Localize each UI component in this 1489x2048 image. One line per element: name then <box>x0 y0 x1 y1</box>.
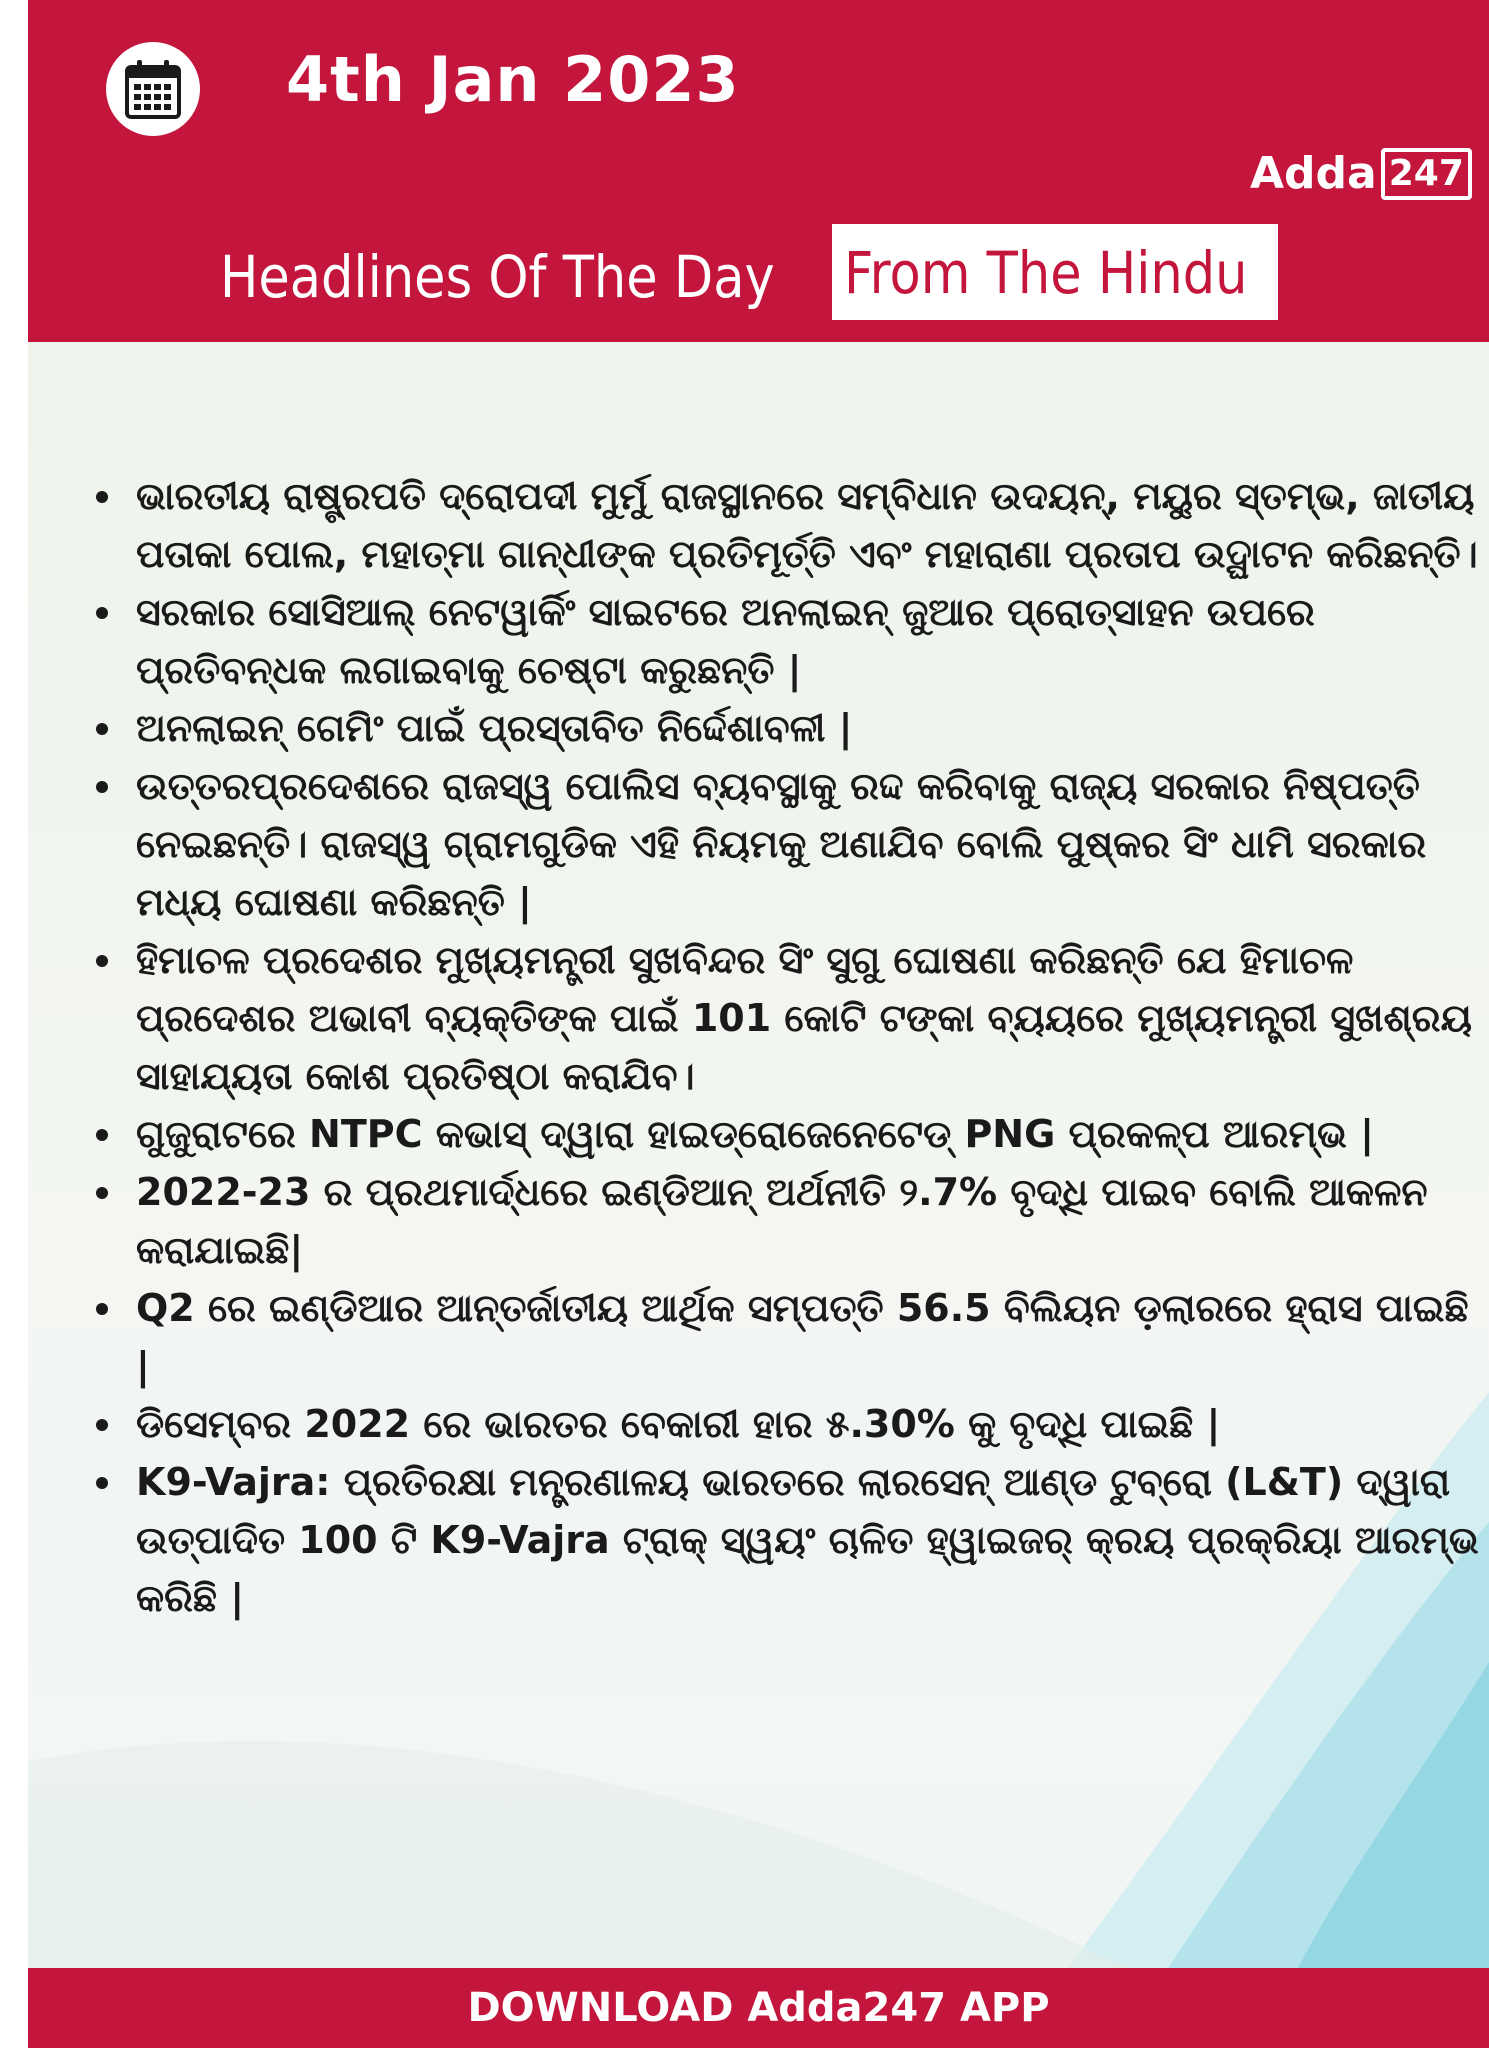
news-text: K9-Vajra: ପ୍ରତିରକ୍ଷା ମନ୍ତ୍ରଣାଳୟ ଭାରତରେ ଲାରସେନ୍ ଆଣ୍ଡ ଟୁବ୍ରୋ (L&T) ଦ୍ୱାରା ଉତ୍ପାଦିତ 100 ଟି K9-Vajra ଟ୍ରାକ୍ ସ୍ୱୟଂ ଚାଳିତ ହ୍ୱାଇଜର୍ କ୍ରୟ ପ୍ରକ୍ରିୟା ଆରମ୍ଭ କରିଛି | <box>136 1460 1479 1620</box>
bullet-icon <box>96 723 108 735</box>
bullet-icon <box>96 781 108 793</box>
news-item <box>90 757 1480 931</box>
news-text: Q2 ରେ ଇଣ୍ଡିଆର ଆନ୍ତର୍ଜାତୀୟ ଆର୍ଥିକ ସମ୍ପତ୍ତି 56.5 ବିଲିୟନ ଡ଼ଲାରରେ ହ୍ରାସ ପାଇଛି | <box>136 1286 1469 1388</box>
bullet-icon <box>96 1477 108 1489</box>
bullet-icon <box>96 1419 108 1431</box>
page-title: Headlines Of The Day <box>220 243 775 311</box>
news-item <box>90 931 1480 1105</box>
news-item <box>90 1453 1480 1627</box>
brand-logo <box>1250 146 1472 202</box>
news-panel <box>28 342 1489 1968</box>
header-banner <box>28 0 1489 342</box>
news-item <box>90 467 1480 583</box>
news-item <box>90 583 1480 699</box>
news-item <box>90 1163 1480 1279</box>
news-text: ସରକାର ସୋସିଆଲ୍ ନେଟୱାର୍କିଂ ସାଇଟରେ ଅନଲାଇନ୍ ଜୁଆର ପ୍ରୋତ୍ସାହନ ଉପରେ ପ୍ରତିବନ୍ଧକ ଲଗାଇବାକୁ ଚେଷ୍ଟା କରୁଛନ୍ତି | <box>136 590 1315 692</box>
news-text: ଅନଲାଇନ୍ ଗେମିଂ ପାଇଁ ପ୍ରସ୍ତାବିତ ନିର୍ଦ୍ଦେଶାବଳୀ | <box>136 706 853 750</box>
news-text: ଉତ୍ତରପ୍ରଦେଶରେ ରାଜସ୍ୱ ପୋଲିସ ବ୍ୟବସ୍ଥାକୁ ରଦ୍ଦ କରିବାକୁ ରାଜ୍ୟ ସରକାର ନିଷ୍ପତ୍ତି ନେଇଛନ୍ତି। ରାଜସ୍ୱ ଗ୍ରାମଗୁଡିକ ଏହି ନିୟମକୁ ଅଣାଯିବ ବୋଲି ପୁଷ୍କର ସିଂ ଧାମି ସରକାର ମଧ୍ୟ ଘୋଷଣା କରିଛନ୍ତି | <box>136 764 1427 924</box>
page-margin <box>0 0 28 2048</box>
bullet-icon <box>96 491 108 503</box>
calendar-badge <box>106 42 200 136</box>
bullet-icon <box>96 955 108 967</box>
download-app-link[interactable]: DOWNLOAD Adda247 APP <box>467 1985 1050 2031</box>
news-item <box>90 1279 1480 1395</box>
bullet-icon <box>96 1187 108 1199</box>
brand-number: 247 <box>1381 148 1472 200</box>
news-text: ଗୁଜୁରାଟରେ NTPC କଭାସ୍ ଦ୍ୱାରା ହାଇଡ୍ରୋଜେନେଟେଡ୍ PNG ପ୍ରକଳ୍ପ ଆରମ୍ଭ | <box>136 1112 1374 1156</box>
source-badge <box>832 224 1278 320</box>
source-label: From The Hindu <box>844 239 1248 307</box>
news-item <box>90 699 1480 757</box>
calendar-icon <box>124 58 182 120</box>
news-text: ଡିସେମ୍ବର 2022 ରେ ଭାରତର ବେକାରୀ ହାର ୫.30% କୁ ବୃଦ୍ଧି ପାଇଛି | <box>136 1402 1221 1446</box>
news-text: 2022-23 ର ପ୍ରଥମାର୍ଦ୍ଧରେ ଇଣ୍ଡିଆନ୍ ଅର୍ଥନୀତି ୨.7% ବୃଦ୍ଧି ପାଇବ ବୋଲି ଆକଳନ କରାଯାଇଛି| <box>136 1170 1428 1272</box>
news-item <box>90 1395 1480 1453</box>
news-text: ଭାରତୀୟ ରାଷ୍ଟ୍ରପତି ଦ୍ରୋପଦୀ ମୁର୍ମୁ ରାଜସ୍ଥାନରେ ସମ୍ବିଧାନ ଉଦୟନ୍, ମୟୁର ସ୍ତମ୍ଭ, ଜାତୀୟ ପତାକା ପୋଲ, ମହାତ୍ମା ଗାନ୍ଧୀଙ୍କ ପ୍ରତିମୂର୍ତ୍ତି ଏବଂ ମହାରାଣା ପ୍ରତାପ ଉଦ୍ଘାଟନ କରିଛନ୍ତି। <box>136 474 1478 576</box>
news-text: ହିମାଚଳ ପ୍ରଦେଶର ମୁଖ୍ୟମନ୍ତ୍ରୀ ସୁଖବିନ୍ଦର ସିଂ ସୁଗୁ ଘୋଷଣା କରିଛନ୍ତି ଯେ ହିମାଚଳ ପ୍ରଦେଶର ଅଭାବୀ ବ୍ୟକ୍ତିଙ୍କ ପାଇଁ 101 କୋଟି ଟଙ୍କା ବ୍ୟୟରେ ମୁଖ୍ୟମନ୍ତ୍ରୀ ସୁଖଶ୍ରୟ ସାହାଯ୍ୟତା କୋଶ ପ୍ରତିଷ୍ଠା କରାଯିବ। <box>136 938 1472 1098</box>
bullet-icon <box>96 607 108 619</box>
news-list <box>90 467 1480 1627</box>
footer-banner[interactable] <box>28 1968 1489 2048</box>
date-label: 4th Jan 2023 <box>286 43 740 116</box>
bullet-icon <box>96 1129 108 1141</box>
brand-name: Adda <box>1250 148 1377 199</box>
bullet-icon <box>96 1303 108 1315</box>
news-item <box>90 1105 1480 1163</box>
